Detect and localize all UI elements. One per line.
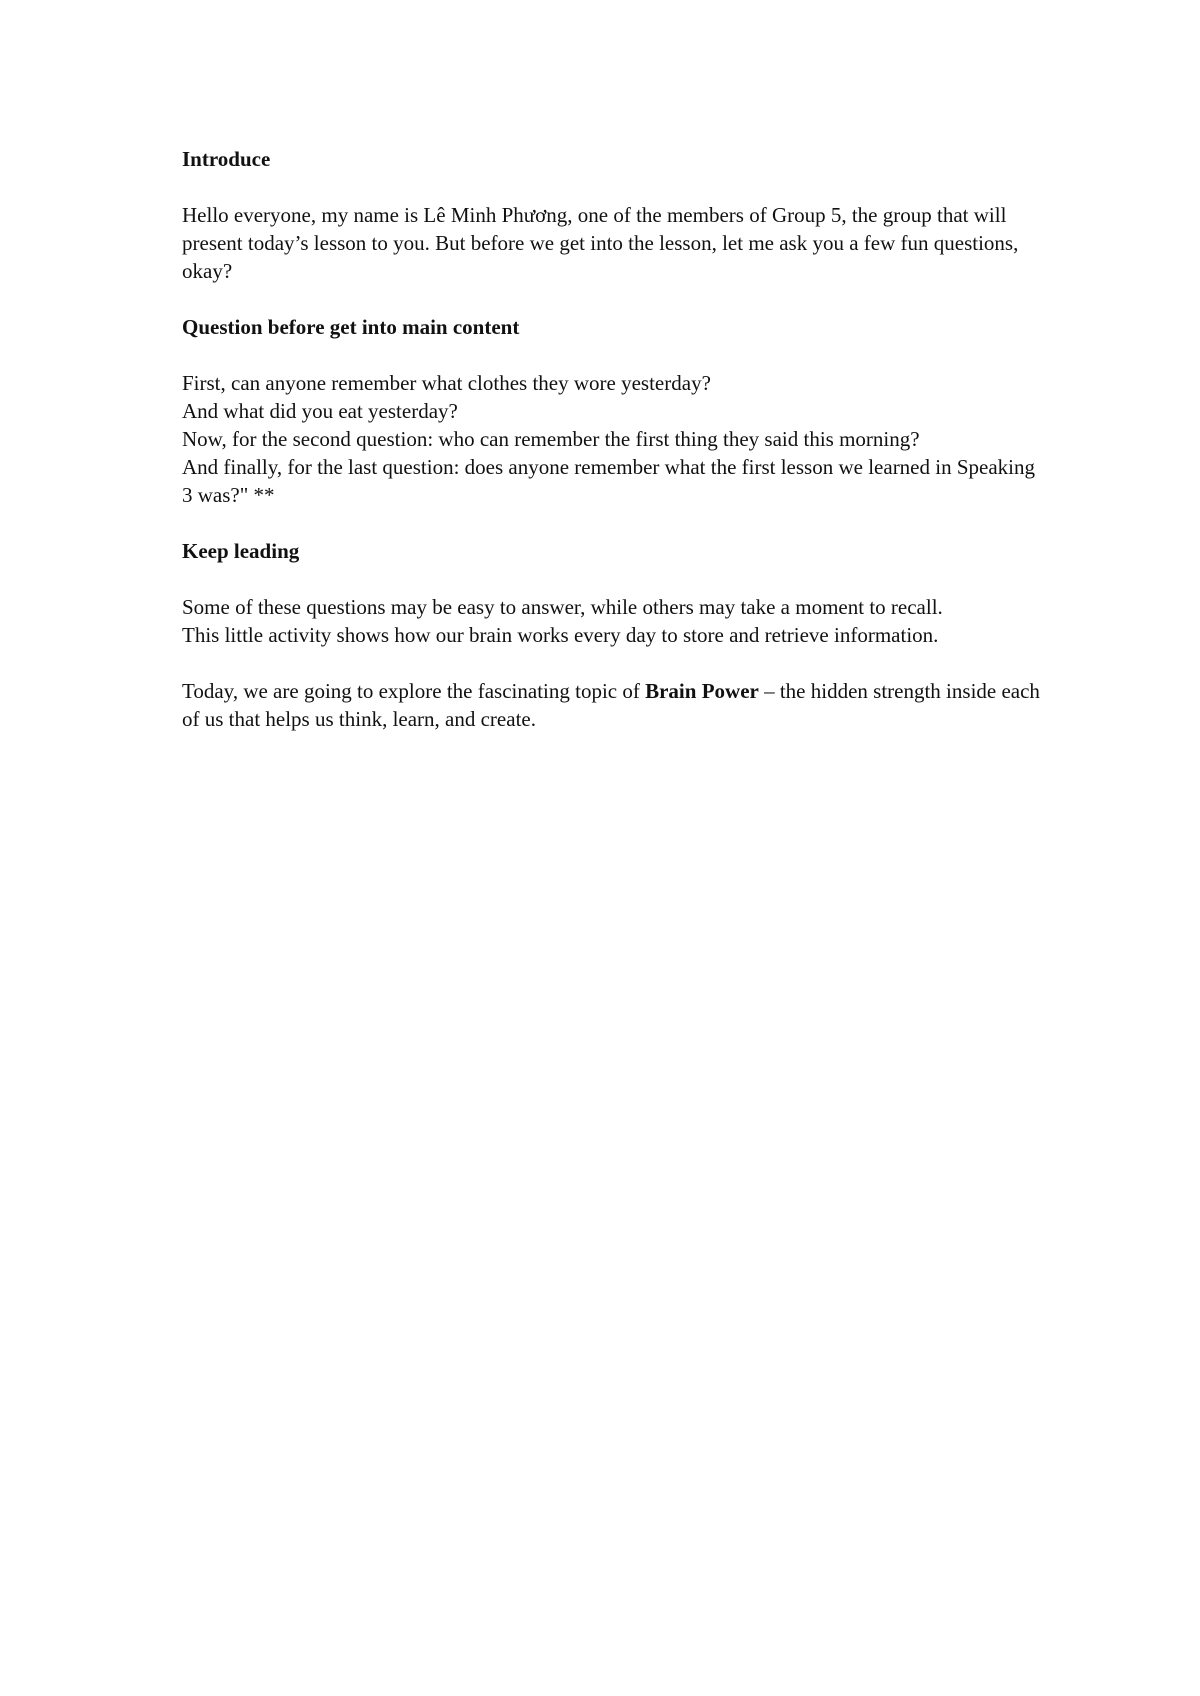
section-heading-questions: Question before get into main content [182,315,520,339]
question-line: And what did you eat yesterday? [182,399,458,423]
questions-block [182,369,1042,509]
section-heading-introduce: Introduce [182,147,271,171]
closing-text-after: – the hidden strength inside each of us that helps us think, learn, and create. [182,679,1040,731]
question-line: Now, for the second question: who can remember the first thing they said this morning? [182,427,920,451]
document-body [182,145,1042,761]
keep-leading-line: Some of these questions may be easy to answer, while others may take a moment to recall. [182,595,943,619]
closing-topic-bold: Brain Power [645,679,759,703]
keep-leading-line: This little activity shows how our brain works every day to store and retrieve information. [182,623,939,647]
closing-text-before: Today, we are going to explore the fascinating topic of [182,679,646,703]
question-line: First, can anyone remember what clothes they wore yesterday? [182,371,711,395]
closing-paragraph [182,677,1042,733]
question-line: And finally, for the last question: does anyone remember what the first lesson we learned in Speaking 3 was?" ** [182,455,1035,507]
intro-paragraph: Hello everyone, my name is Lê Minh Phương, one of the members of Group 5, the group that will present today’s lesson to you. But before we get into the lesson, let me ask you a few fun questions, okay? [182,203,1019,283]
section-heading-keep-leading: Keep leading [182,539,300,563]
keep-leading-block [182,593,1042,649]
